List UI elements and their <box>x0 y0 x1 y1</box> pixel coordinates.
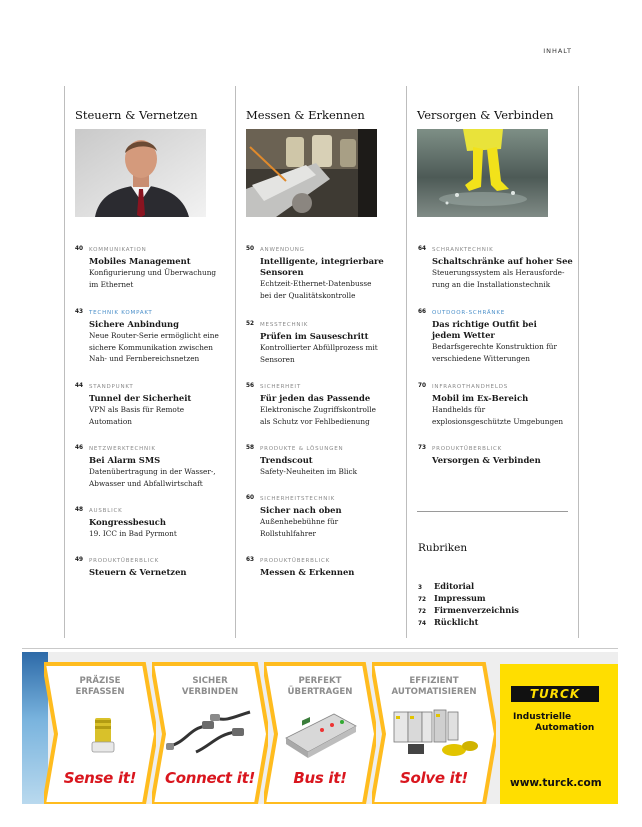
ad-panel-bus <box>264 652 376 804</box>
entry-desc-line: verschiedene Witterungen <box>432 353 530 363</box>
panel-slogan: Bus it! <box>293 769 347 787</box>
toc-entry[interactable] <box>418 383 592 427</box>
entry-kicker: TECHNIK KOMPAKT <box>89 310 153 316</box>
panel-headline: SICHER VERBINDEN <box>181 676 239 697</box>
toc-entry[interactable] <box>75 557 249 578</box>
brand-tagline: Industrielle <box>513 712 572 722</box>
toc-entry[interactable] <box>418 309 592 364</box>
page-number: 46 <box>75 445 84 451</box>
entry-desc-line: Rollstuhlfahrer <box>260 528 317 538</box>
rubrik-label: Editorial <box>434 581 475 591</box>
entry-kicker: KOMMUNIKATION <box>89 247 147 253</box>
entry-desc-line: bei der Qualitätskontrolle <box>260 290 356 300</box>
page-number: 50 <box>246 246 255 252</box>
entry-kicker: STANDPUNKT <box>89 384 134 390</box>
toc-entry[interactable] <box>246 557 420 578</box>
interface-modules-icon <box>388 706 480 760</box>
entry-desc-line: VPN als Basis für Remote <box>89 405 185 414</box>
rubrik-label: Rücklicht <box>434 617 479 627</box>
entry-kicker: PRODUKTÜBERBLICK <box>260 558 331 564</box>
panel-headline: PRÄZISE ERFASSEN <box>75 676 125 697</box>
entry-title: Schaltschränke auf hoher See <box>432 256 573 266</box>
column-title: Messen & Erkennen <box>246 108 365 122</box>
toc-entry[interactable] <box>246 321 420 365</box>
entry-desc-line: Kontrollierter Abfüllprozess mit <box>260 343 378 352</box>
panel-slogan: Sense it! <box>63 769 137 787</box>
entry-title: Intelligente, integrierbare Sensoren <box>260 256 384 277</box>
page-number: 52 <box>246 321 255 327</box>
page-number: 73 <box>418 445 427 451</box>
page-number: 74 <box>418 621 427 627</box>
toc-entry[interactable] <box>246 445 420 478</box>
toc-entry[interactable] <box>418 246 592 290</box>
entry-desc-line: sichere Kommunikation zwischen <box>89 342 213 352</box>
toc-entry[interactable] <box>75 246 249 290</box>
page-number: 43 <box>75 309 84 315</box>
ad-panel-connect <box>152 652 268 804</box>
entry-desc-line: Elektronische Zugriffskontrolle <box>260 405 376 414</box>
ad-divider <box>22 648 618 649</box>
entry-title: Versorgen & Verbinden <box>432 455 541 465</box>
page-number: 72 <box>418 609 427 615</box>
panel-headline: PERFEKT ÜBERTRAGEN <box>287 676 353 697</box>
entry-desc-line: Bedarfsgerechte Konstruktion für <box>432 342 557 351</box>
entry-desc-line: Datenübertragung in der Wasser-, <box>89 467 216 476</box>
entry-desc-line: Konfigurierung und Überwachung <box>89 268 217 277</box>
entry-kicker: AUSBLICK <box>89 508 123 514</box>
brand-tagline: Automation <box>535 723 595 733</box>
bottling-plant-photo <box>246 129 377 217</box>
panel-slogan: Solve it! <box>400 769 468 787</box>
page-number: 70 <box>418 383 427 389</box>
entry-title: Prüfen im Sauseschritt <box>260 331 369 341</box>
rubrik-label: Impressum <box>434 593 486 603</box>
page-number: 40 <box>75 246 84 252</box>
entry-title: Sichere Anbindung <box>89 319 180 329</box>
toc-entry[interactable] <box>75 507 249 540</box>
entry-title: Mobil im Ex-Bereich <box>432 393 529 403</box>
toc-entry[interactable] <box>418 445 592 466</box>
turck-logo: TURCK <box>511 686 599 702</box>
entry-desc-line: Echtzeit-Ethernet-Datenbusse <box>260 279 372 288</box>
page-number: 44 <box>75 383 84 389</box>
page-number: 72 <box>418 597 427 603</box>
entry-desc-line: als Schutz vor Fehlbedienung <box>260 416 370 426</box>
column-divider <box>64 86 65 638</box>
entry-kicker: SCHRANKTECHNIK <box>432 247 494 253</box>
rubriken-title: Rubriken <box>418 542 468 554</box>
entry-kicker: PRODUKTE & LÖSUNGEN <box>260 446 344 452</box>
entry-kicker: ANWENDUNG <box>260 247 305 253</box>
entry-title: Das richtige Outfit bei jedem Wetter <box>432 319 537 340</box>
entry-kicker: INFRAROTHANDHELDS <box>432 384 509 390</box>
panel-slogan: Connect it! <box>165 769 255 787</box>
entry-desc-line: Abwasser und Abfallwirtschaft <box>89 478 203 488</box>
entry-kicker: PRODUKTÜBERBLICK <box>89 558 160 564</box>
panel-headline: EFFIZIENT AUTOMATISIEREN <box>391 676 477 697</box>
entry-title: Bei Alarm SMS <box>89 455 161 465</box>
cable-connectors-icon <box>166 706 254 758</box>
toc-entry[interactable] <box>246 495 420 539</box>
page-number: 64 <box>418 246 427 252</box>
entry-desc-line: rung an die Installationstechnik <box>432 279 551 289</box>
page-number: 49 <box>75 557 84 563</box>
page-number: 63 <box>246 557 255 563</box>
entry-title: Für jeden das Passende <box>260 393 371 403</box>
column-messen <box>246 104 406 217</box>
portrait-photo <box>75 129 206 217</box>
toc-entry[interactable] <box>246 383 420 427</box>
entry-title: Steuern & Vernetzen <box>89 567 187 577</box>
entry-desc-line: Handhelds für <box>432 405 486 414</box>
page-number: 58 <box>246 445 255 451</box>
column-steuern <box>75 104 235 217</box>
entry-kicker: SICHERHEITSTECHNIK <box>260 496 336 502</box>
entry-kicker: SICHERHEIT <box>260 384 301 390</box>
entry-title: Mobiles Management <box>89 256 191 266</box>
section-label: INHALT <box>543 47 572 55</box>
column-versorgen <box>417 104 577 217</box>
inductive-sensor-icon <box>88 716 118 756</box>
entry-desc-line: explosionsgeschützte Umgebungen <box>432 416 564 426</box>
brand-url-link[interactable]: www.turck.com <box>510 777 602 789</box>
entry-desc-line: Außenhebebühne für <box>260 517 339 526</box>
entry-kicker: NETZWERKTECHNIK <box>89 446 156 452</box>
yellow-boots-rain-photo <box>417 129 548 217</box>
toc-entry[interactable] <box>75 445 249 489</box>
entry-desc-line: Sensoren <box>260 354 295 364</box>
entry-kicker: OUTDOOR-SCHRÄNKE <box>432 310 506 316</box>
entry-title: Trendscout <box>260 455 313 465</box>
toc-entry[interactable] <box>246 246 420 301</box>
rubrik-item[interactable] <box>418 616 478 630</box>
page-number: 66 <box>418 309 427 315</box>
rubriken-divider <box>417 511 568 512</box>
entry-kicker: PRODUKTÜBERBLICK <box>432 446 503 452</box>
page-number: 3 <box>418 585 423 591</box>
turck-advertisement[interactable] <box>22 652 618 804</box>
page-number: 56 <box>246 383 255 389</box>
page-number: 60 <box>246 495 255 501</box>
fieldbus-module-icon <box>282 708 360 760</box>
column-title: Versorgen & Verbinden <box>417 108 554 122</box>
entry-desc-line: Automation <box>89 416 132 426</box>
entry-desc-line: 19. ICC in Bad Pyrmont <box>89 529 177 538</box>
turck-brand-box[interactable] <box>500 664 618 804</box>
toc-entry[interactable] <box>75 383 249 427</box>
entry-desc-line: Nah- und Fernbereichsnetzen <box>89 354 200 364</box>
entry-title: Tunnel der Sicherheit <box>89 393 192 403</box>
entry-title: Kongressbesuch <box>89 517 166 527</box>
page-number: 48 <box>75 507 84 513</box>
entry-title: Sicher nach oben <box>260 505 342 515</box>
toc-entry[interactable] <box>75 309 249 365</box>
column-title: Steuern & Vernetzen <box>75 108 198 122</box>
entry-kicker: MESSTECHNIK <box>260 322 309 328</box>
entry-desc-line: Neue Router-Serie ermöglicht eine <box>89 331 219 340</box>
ad-panel-solve <box>372 652 496 804</box>
entry-desc-line: Safety-Neuheiten im Blick <box>260 467 358 476</box>
entry-desc-line: Steuerungssystem als Herausforde- <box>432 268 565 277</box>
entry-desc-line: im Ethernet <box>89 279 134 289</box>
entry-title: Messen & Erkennen <box>260 567 355 577</box>
rubrik-label: Firmenverzeichnis <box>434 605 519 615</box>
ad-panel-sense <box>44 652 156 804</box>
